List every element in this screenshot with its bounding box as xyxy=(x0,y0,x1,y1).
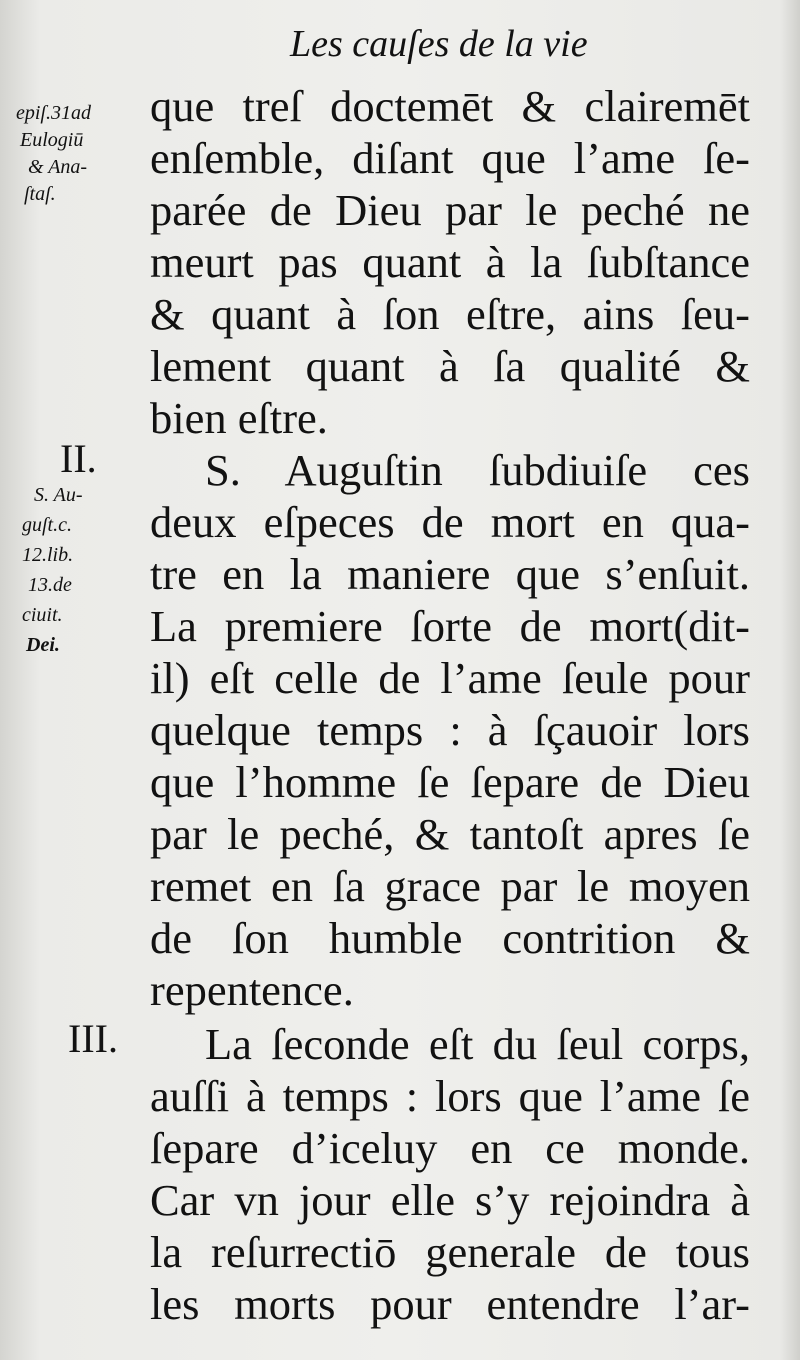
margin-note-line: 12.lib. xyxy=(22,544,74,566)
body-line: enſemble, diſant que l’ame ſe- xyxy=(150,133,750,183)
body-line: il) eſt celle de l’ame ſeule pour xyxy=(150,653,750,703)
margin-note-line: & Ana- xyxy=(28,156,88,178)
body-line: les morts pour entendre l’ar- xyxy=(150,1279,750,1329)
body-line: auſſi à temps : lors que l’ame ſe xyxy=(150,1071,750,1121)
body-line: bien eſtre. xyxy=(150,393,328,443)
body-line: quelque temps : à ſçauoir lors xyxy=(150,705,750,755)
margin-note-line: ciuit. xyxy=(22,604,63,626)
section-number-iii: III. xyxy=(68,1016,118,1061)
body-line: la reſurrectiō generale de tous xyxy=(150,1227,750,1277)
body-line: La premiere ſorte de mort(dit- xyxy=(150,601,750,651)
margin-note-citation-2 xyxy=(22,480,83,660)
margin-note-citation-1 xyxy=(16,100,91,208)
margin-note-line: Eulogiū xyxy=(20,129,84,151)
body-line: par le peché, & tantoſt apres ſe xyxy=(150,809,750,859)
margin-note-line: guſt.c. xyxy=(22,514,72,536)
body-line: S. Auguſtin ſubdiuiſe ces xyxy=(205,445,750,495)
body-line: meurt pas quant à la ſubſtance xyxy=(150,237,750,287)
margin-note-line: Dei. xyxy=(26,634,60,656)
body-line: remet en ſa grace par le moyen xyxy=(150,861,750,911)
body-line: lement quant à ſa qualité & xyxy=(150,341,750,391)
running-header: Les cauſes de la vie xyxy=(290,23,588,65)
margin-note-line: epiſ.31ad xyxy=(16,102,91,124)
body-line: Car vn jour elle s’y rejoindra à xyxy=(150,1175,750,1225)
body-line: & quant à ſon eſtre, ains ſeu- xyxy=(150,289,750,339)
body-line: deux eſpeces de mort en qua- xyxy=(150,497,750,547)
margin-note-line: S. Au- xyxy=(34,484,83,506)
body-line: de ſon humble contrition & xyxy=(150,913,750,963)
body-line: que treſ doctemēt & clairemēt xyxy=(150,81,750,131)
margin-note-line: ſtaſ. xyxy=(24,183,56,205)
body-line: repentence. xyxy=(150,965,354,1015)
body-line: tre en la maniere que s’enſuit. xyxy=(150,549,750,599)
body-line: ſepare d’iceluy en ce monde. xyxy=(150,1123,750,1173)
margin-note-line: 13.de xyxy=(28,574,72,596)
body-line: parée de Dieu par le peché ne xyxy=(150,185,750,235)
section-number-ii: II. xyxy=(60,436,97,481)
body-line: que l’homme ſe ſepare de Dieu xyxy=(150,757,750,807)
body-line: La ſeconde eſt du ſeul corps, xyxy=(205,1019,750,1069)
